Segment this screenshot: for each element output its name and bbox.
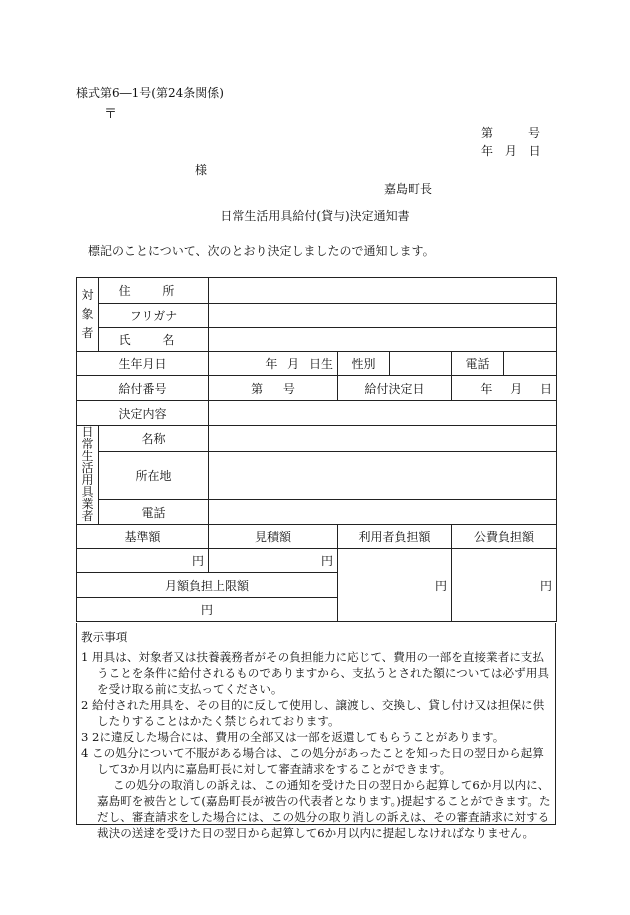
user-burden-label: 利用者負担額 bbox=[338, 525, 452, 549]
estimate-amount-field[interactable]: 円 bbox=[209, 549, 338, 573]
intro-text: 標記のことについて、次のとおり決定しましたので通知します。 bbox=[88, 244, 435, 258]
note-item-3: 3 2に違反した場合には、費用の全部又は一部を返還してもらうことがあります。 bbox=[81, 730, 505, 744]
payment-number-label: 給付番号 bbox=[77, 376, 209, 401]
gender-label: 性別 bbox=[338, 352, 390, 376]
doc-number-suffix: 号 bbox=[528, 126, 541, 140]
vendor-name-label: 名称 bbox=[99, 426, 209, 452]
birthdate-label: 生年月日 bbox=[77, 352, 209, 376]
base-amount-field[interactable]: 円 bbox=[77, 549, 209, 573]
base-amount-label: 基準額 bbox=[77, 525, 209, 549]
gender-field[interactable] bbox=[390, 352, 452, 376]
furigana-label: フリガナ bbox=[99, 304, 209, 328]
furigana-field[interactable] bbox=[209, 304, 557, 328]
note-item-4-paragraph: この処分の取消しの訴えは、この通知を受けた日の翌日から起算して6か月以内に、嘉島町を被告として(嘉島町長が被告の代表者となります。)提起することができます。ただし、審査請求をした場合には、この処分の取り消しの訴えは、その審査請求に対する裁決の送達を受けた日の翌日から起算して6か月以内に提起しなければなりません。 bbox=[97, 778, 551, 840]
recipient-suffix: 様 bbox=[195, 163, 208, 177]
vendor-group-label: 日常生活用具業者 bbox=[77, 426, 99, 525]
vendor-name-field[interactable] bbox=[209, 426, 557, 452]
monthly-limit-field[interactable]: 円 bbox=[77, 598, 338, 622]
document-title: 日常生活用具給付(貸与)決定通知書 bbox=[220, 209, 410, 223]
monthly-limit-label: 月額負担上限額 bbox=[77, 573, 338, 598]
sender-name: 嘉島町長 bbox=[384, 182, 433, 196]
public-burden-label: 公費負担額 bbox=[452, 525, 557, 549]
vendor-phone-label: 電話 bbox=[99, 500, 209, 525]
payment-number-field[interactable]: 第 号 bbox=[209, 376, 338, 401]
note-item-2: 2 給付された用具を、その目的に反して使用し、譲渡し、交換し、貸し付け又は担保に供したりすることはかたく禁じられております。 bbox=[81, 698, 545, 728]
phone-field[interactable] bbox=[504, 352, 557, 376]
address-field[interactable] bbox=[209, 278, 557, 304]
estimate-amount-label: 見積額 bbox=[209, 525, 338, 549]
vendor-location-label: 所在地 bbox=[99, 451, 209, 500]
notes-heading: 教示事項 bbox=[81, 630, 128, 644]
public-burden-field[interactable]: 円 bbox=[452, 549, 557, 622]
form-number: 様式第6―1号(第24条関係) bbox=[76, 86, 224, 100]
vendor-location-field[interactable] bbox=[209, 451, 557, 500]
issue-date: 年 月 日 bbox=[481, 144, 541, 158]
note-item-4: 4 この処分について不服がある場合は、この処分があったことを知った日の翌日から起算して3か月以内に嘉島町長に対して審査請求をすることができます。 bbox=[81, 746, 544, 776]
decision-date-field[interactable]: 年 月 日 bbox=[452, 376, 557, 401]
doc-number-label: 第 bbox=[481, 126, 494, 140]
instruction-notes bbox=[76, 623, 556, 840]
decision-date-label: 給付決定日 bbox=[338, 376, 452, 401]
name-field[interactable] bbox=[209, 328, 557, 352]
address-label: 住 所 bbox=[99, 278, 209, 304]
subject-group-label: 対象者 bbox=[77, 278, 99, 352]
phone-label: 電話 bbox=[452, 352, 504, 376]
decision-content-label: 決定内容 bbox=[77, 401, 209, 426]
note-item-1: 1 用具は、対象者又は扶養義務者がその負担能力に応じて、費用の一部を直接業者に支払うことを条件に給付されるものでありますから、支払うとされた額については必ず用具を受け取る前に支払ってください。 bbox=[81, 650, 549, 696]
name-label: 氏 名 bbox=[99, 328, 209, 352]
birthdate-field[interactable]: 年 月 日生 bbox=[209, 352, 338, 376]
vendor-phone-field[interactable] bbox=[209, 500, 557, 525]
decision-content-field[interactable] bbox=[209, 401, 557, 426]
decision-table bbox=[76, 277, 557, 622]
postal-mark: 〒 bbox=[104, 107, 118, 122]
user-burden-field[interactable]: 円 bbox=[338, 549, 452, 622]
